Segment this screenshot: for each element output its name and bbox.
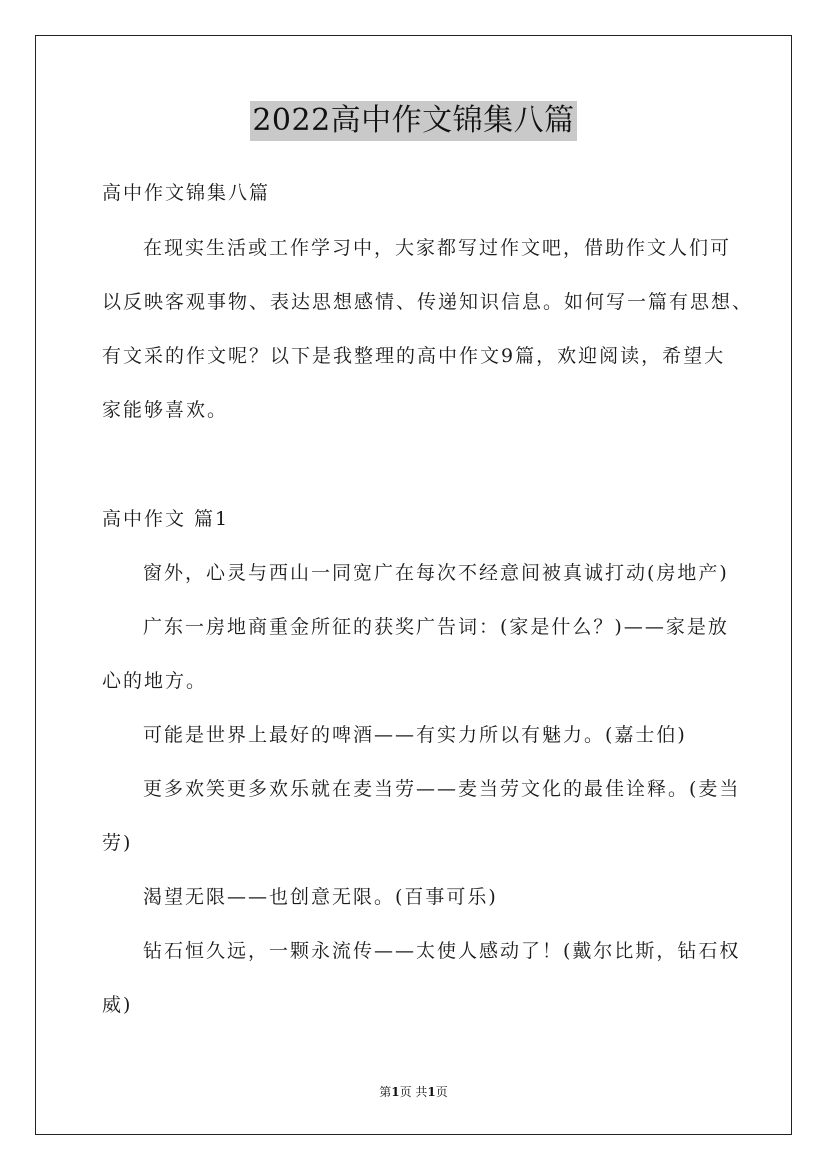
paragraph-line: 钻石恒久远，一颗永流传——太使人感动了！(戴尔比斯，钻石权 xyxy=(143,940,741,962)
paragraph-line: 广东一房地商重金所征的获奖广告词：(家是什么？)——家是放 xyxy=(143,616,729,638)
paragraph-line: 更多欢笑更多欢乐就在麦当劳——麦当劳文化的最佳诠释。(麦当 xyxy=(143,778,741,800)
paragraph-line: 威) xyxy=(102,994,133,1016)
paragraph-line: 窗外，心灵与西山一同宽广在每次不经意间被真诚打动(房地产) xyxy=(143,562,729,584)
document-heading: 高中作文锦集八篇 xyxy=(102,182,271,204)
paragraph-line: 有文采的作文呢？以下是我整理的高中作文9篇，欢迎阅读，希望大 xyxy=(102,345,726,367)
paragraph-line: 家能够喜欢。 xyxy=(102,399,229,421)
title-container xyxy=(0,101,827,141)
footer-suffix: 页 xyxy=(435,1085,448,1099)
paragraph-line: 心的地方。 xyxy=(102,670,208,692)
footer-page-total: 1 xyxy=(427,1085,436,1099)
section-heading: 高中作文 篇1 xyxy=(102,508,230,530)
paragraph-line: 可能是世界上最好的啤酒——有实力所以有魅力。(嘉士伯) xyxy=(143,724,687,746)
footer-page-number: 1 xyxy=(391,1085,400,1099)
paragraph-line: 渴望无限——也创意无限。(百事可乐) xyxy=(143,886,498,908)
paragraph-line: 在现实生活或工作学习中，大家都写过作文吧，借助作文人们可 xyxy=(143,237,732,259)
page-footer xyxy=(0,1084,827,1100)
footer-prefix: 第 xyxy=(379,1085,392,1099)
footer-mid: 页 共 xyxy=(399,1085,428,1099)
document-title: 2022高中作文锦集八篇 xyxy=(250,101,576,141)
paragraph-line: 以反映客观事物、表达思想感情、传递知识信息。如何写一篇有思想、 xyxy=(102,291,754,313)
paragraph-line: 劳) xyxy=(102,832,133,854)
